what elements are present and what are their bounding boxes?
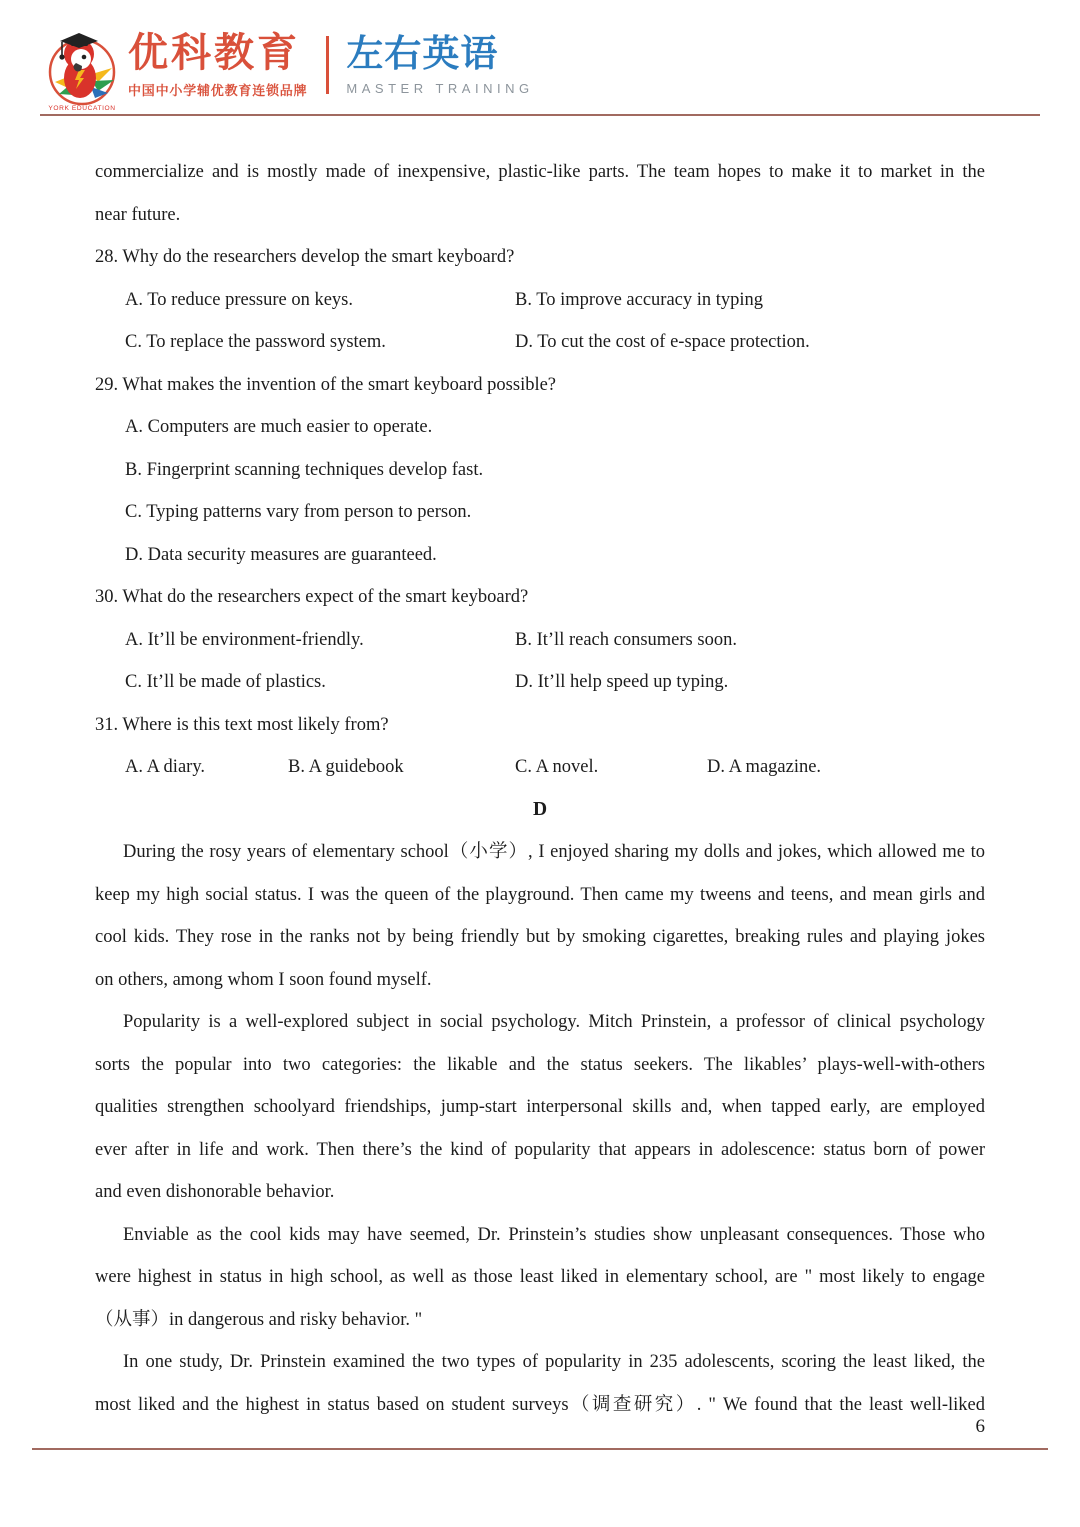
brand-subtitle-en: MASTER TRAINING xyxy=(346,80,534,96)
option-29-c: C. Typing patterns vary from person to person. xyxy=(125,502,472,522)
question-28-options-row xyxy=(95,279,985,322)
question-29-options-row xyxy=(95,491,985,534)
option-29-a: A. Computers are much easier to operate. xyxy=(125,417,433,437)
option-31-d: D. A magazine. xyxy=(707,757,822,777)
brand-divider xyxy=(326,36,329,94)
question-30-options-row xyxy=(95,619,985,662)
question-29-text: 29. What makes the invention of the smart keyboard possible? xyxy=(95,374,557,395)
passage-section-label: D xyxy=(532,798,548,820)
option-29-b: B. Fingerprint scanning techniques develop fast. xyxy=(125,459,484,480)
question-30-options-row xyxy=(95,661,985,704)
question-29-options-row xyxy=(95,534,985,577)
brand-en-block xyxy=(346,34,533,96)
passage-line: Enviable as the cool kids may have seemed, Dr. Prinstein’s studies show unpleasant consequences. Those who xyxy=(123,1224,985,1245)
passage-line: and even dishonorable behavior. xyxy=(95,1182,335,1202)
passage-line: qualities strengthen schoolyard friendships, jump-start interpersonal skills and, when tapped early, are employed xyxy=(95,1097,985,1117)
question-29-options-row xyxy=(95,449,985,492)
option-28-c: C. To replace the password system. xyxy=(125,332,386,352)
option-30-c: C. It’ll be made of plastics. xyxy=(125,672,326,692)
page-header xyxy=(46,18,534,112)
option-28-a: A. To reduce pressure on keys. xyxy=(125,289,354,310)
passage-line: cool kids. They rose in the ranks not by being friendly but by smoking cigarettes, breaking rules and playing jokes xyxy=(95,927,985,947)
brand-name-cn: 优科教育 xyxy=(128,31,300,75)
carryover-line: commercialize and is mostly made of inexpensive, plastic-like parts. The team hopes to make it to market in the xyxy=(95,162,985,182)
question-28-options-row xyxy=(95,321,985,364)
passage-line: In one study, Dr. Prinstein examined the two types of popularity in 235 adolescents, scoring the least liked, the xyxy=(123,1352,985,1372)
question-30-text: 30. What do the researchers expect of the smart keyboard? xyxy=(95,587,529,607)
parrot-mascot-icon xyxy=(46,18,118,112)
brand-slogan-cn: 中国中小学辅优教育连锁品牌 xyxy=(128,83,308,98)
exam-content xyxy=(95,151,985,1426)
option-30-b: B. It’ll reach consumers soon. xyxy=(515,629,737,650)
option-31-b: B. A guidebook xyxy=(288,757,404,777)
passage-line: （从事）in dangerous and risky behavior. " xyxy=(95,1309,423,1330)
question-31-text: 31. Where is this text most likely from? xyxy=(95,714,389,735)
option-30-d: D. It’ll help speed up typing. xyxy=(515,672,729,692)
option-31-c: C. A novel. xyxy=(515,757,599,777)
option-28-b: B. To improve accuracy in typing xyxy=(515,289,764,310)
logo-caption: YORK EDUCATION xyxy=(48,105,116,112)
brand-name-en-cn: 左右英语 xyxy=(346,33,499,75)
question-31-options-row xyxy=(95,746,985,789)
footer-divider-rule xyxy=(32,1448,1048,1450)
header-divider-rule xyxy=(40,114,1040,116)
carryover-line: near future. xyxy=(95,204,181,225)
passage-line: ever after in life and work. Then there’s the kind of popularity that appears in adolescence: status born of power xyxy=(95,1139,985,1160)
option-28-d: D. To cut the cost of e-space protection. xyxy=(515,332,810,352)
question-28-text: 28. Why do the researchers develop the smart keyboard? xyxy=(95,247,515,267)
brand-cn-block xyxy=(128,31,307,99)
passage-line: were highest in status in high school, as well as those least liked in elementary school, are " most likely to engage xyxy=(95,1267,985,1287)
passage-line: keep my high social status. I was the queen of the playground. Then came my tweens and teens, and mean girls and xyxy=(95,884,985,905)
option-30-a: A. It’ll be environment-friendly. xyxy=(125,629,364,650)
passage-line: most liked and the highest in status based on student surveys（调查研究）. " We found that the least well-liked xyxy=(95,1394,985,1415)
option-29-d: D. Data security measures are guaranteed. xyxy=(125,544,437,565)
passage-line: During the rosy years of elementary school（小学）, I enjoyed sharing my dolls and jokes, which allowed me to xyxy=(123,842,985,862)
passage-line: on others, among whom I soon found myself. xyxy=(95,969,432,990)
passage-line: Popularity is a well-explored subject in social psychology. Mitch Prinstein, a professor of clinical psychology xyxy=(123,1012,985,1032)
option-31-a: A. A diary. xyxy=(125,757,205,777)
passage-line: sorts the popular into two categories: the likable and the status seekers. The likables’ plays-well-with-others xyxy=(95,1054,985,1075)
page-number: 6 xyxy=(975,1416,985,1437)
question-29-options-row xyxy=(95,406,985,449)
